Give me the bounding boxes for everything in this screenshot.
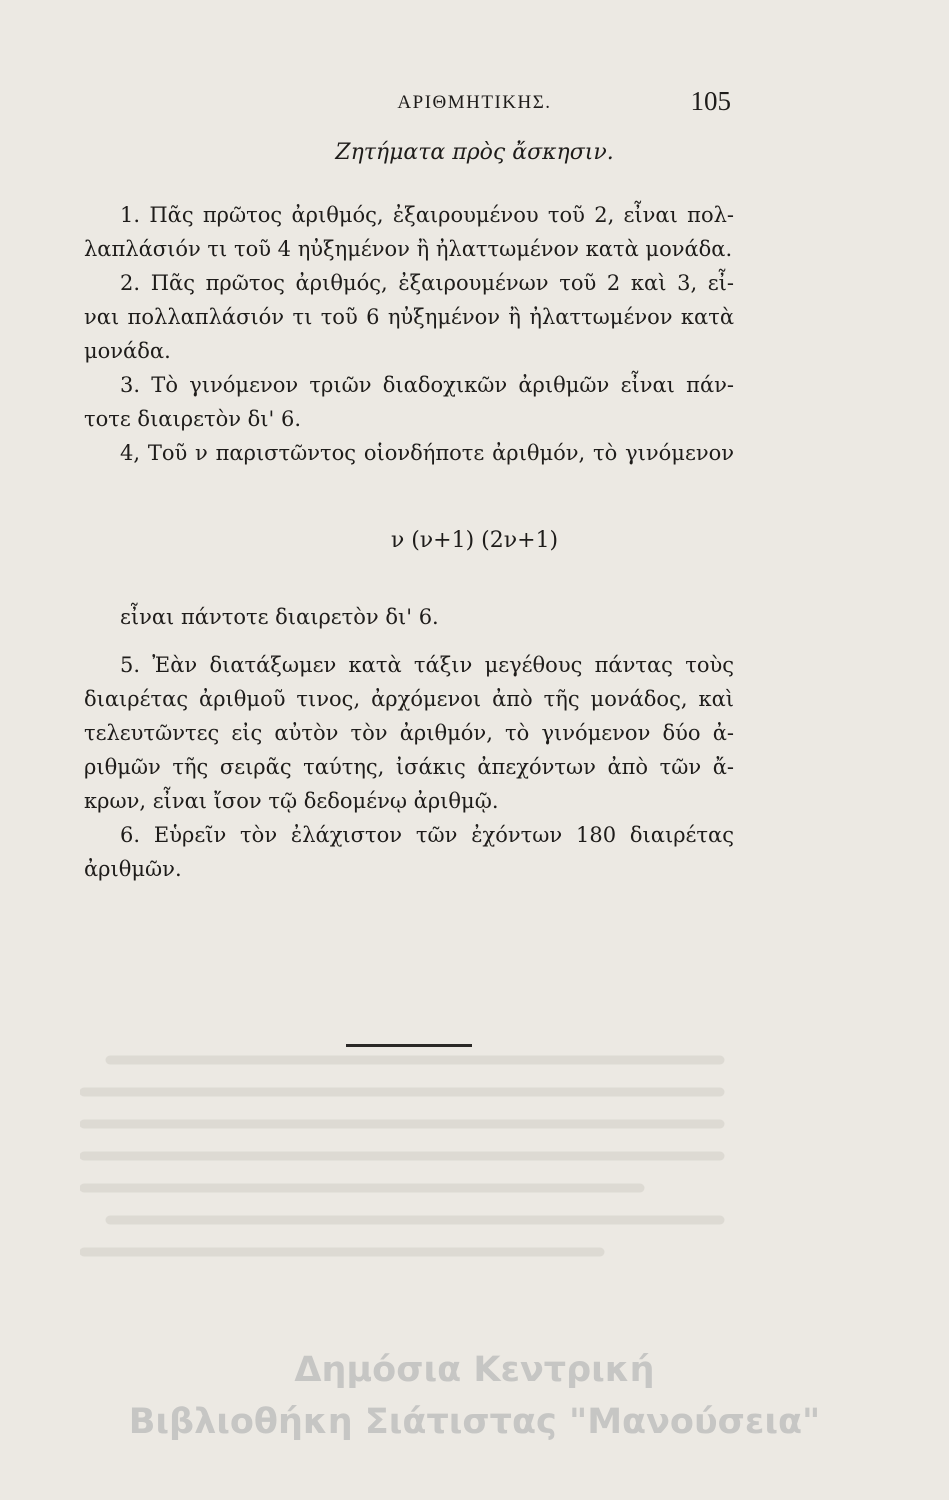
problem-2-line: μονάδα. bbox=[84, 339, 171, 363]
problem-6-line: ἀριθμῶν. bbox=[84, 857, 182, 881]
watermark-line: Βιβλιοθήκη Σιάτιστας "Μανούσεια" bbox=[128, 1402, 821, 1442]
problems-block-1 bbox=[84, 198, 734, 470]
problem-6-line: 6. Εὑρεῖν τὸν ἐλάχιστον τῶν ἐχόντων 180 διαιρέτας bbox=[120, 823, 734, 847]
section-heading: Ζητήματα πρὸς ἄσκησιν. bbox=[335, 140, 614, 165]
watermark-line: Δημόσια Κεντρική bbox=[294, 1350, 655, 1390]
library-watermark bbox=[0, 1344, 949, 1448]
page-number: 105 bbox=[690, 86, 731, 116]
problem-4-continuation bbox=[84, 600, 734, 634]
problems-block-2 bbox=[84, 648, 734, 886]
bleed-through-texture bbox=[80, 1040, 740, 1281]
problem-1-line: λαπλάσιόν τι τοῦ 4 ηὐξημένον ἢ ἠλαττωμένον κατὰ μονάδα. bbox=[84, 237, 733, 261]
problem-5-line: 5. Ἐὰν διατάξωμεν κατὰ τάξιν μεγέθους πάντας τοὺς bbox=[120, 653, 734, 677]
problem-5-line: τελευτῶντες εἰς αὐτὸν τὸν ἀριθμόν, τὸ γινόμενον δύο ἀ- bbox=[84, 721, 734, 745]
problem-2-line: ναι πολλαπλάσιόν τι τοῦ 6 ηὐξημένον ἢ ἠλαττωμένον κατὰ bbox=[84, 305, 734, 329]
formula: ν (ν+1) (2ν+1) bbox=[390, 528, 559, 553]
problem-5-line: ριθμῶν τῆς σειρᾶς ταύτης, ἰσάκις ἀπεχόντων ἀπὸ τῶν ἄ- bbox=[84, 755, 734, 779]
problem-3-line: τοτε διαιρετὸν δι' 6. bbox=[84, 407, 302, 431]
problem-5-line: κρων, εἶναι ἴσον τῷ δεδομένῳ ἀριθμῷ. bbox=[84, 789, 499, 813]
bleed-through-lines bbox=[80, 1040, 740, 1270]
problem-4-line: 4, Τοῦ ν παριστῶντος οἱονδήποτε ἀριθμόν, τὸ γινόμενον bbox=[120, 441, 734, 465]
problem-1-line: 1. Πᾶς πρῶτος ἀριθμός, ἐξαιρουμένου τοῦ 2, εἶναι πολ- bbox=[120, 203, 734, 227]
problem-5-line: διαιρέτας ἀριθμοῦ τινος, ἀρχόμενοι ἀπὸ τῆς μονάδος, καὶ bbox=[84, 687, 734, 711]
running-header: ΑΡΙΘΜΗΤΙΚΗΣ. bbox=[397, 92, 552, 113]
problem-4-line: εἶναι πάντοτε διαιρετὸν δι' 6. bbox=[120, 605, 439, 629]
problem-2-line: 2. Πᾶς πρῶτος ἀριθμός, ἐξαιρουμένων τοῦ 2 καὶ 3, εἶ- bbox=[120, 271, 734, 295]
problem-3-line: 3. Τὸ γινόμενον τριῶν διαδοχικῶν ἀριθμῶν εἶναι πάν- bbox=[120, 373, 734, 397]
